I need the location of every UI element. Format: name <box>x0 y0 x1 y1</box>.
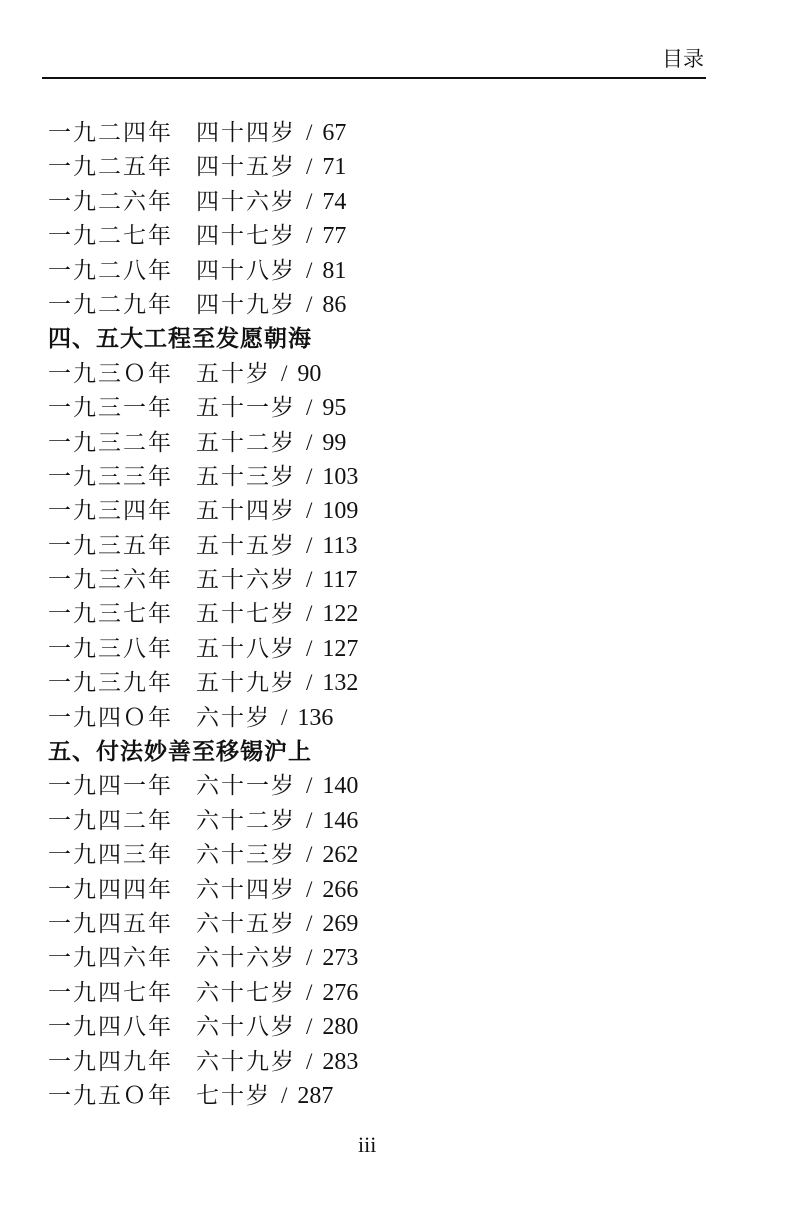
toc-entry <box>48 769 688 803</box>
entry-age: 六十九岁 <box>196 1048 296 1075</box>
entry-page-number: 276 <box>322 979 359 1006</box>
entry-page-number: 86 <box>322 291 347 318</box>
entry-age: 四十六岁 <box>196 188 296 215</box>
entry-separator: / <box>306 1014 313 1040</box>
entry-year: 一九二四年 <box>48 120 173 146</box>
entry-separator: / <box>281 1082 288 1108</box>
entry-age: 四十四岁 <box>196 120 296 146</box>
entry-year: 一九二七年 <box>48 223 173 250</box>
entry-page-number: 103 <box>322 463 359 490</box>
toc-entry <box>48 254 688 288</box>
entry-separator: / <box>306 395 313 421</box>
entry-page-number: 127 <box>322 635 359 662</box>
entry-page-number: 81 <box>322 257 347 284</box>
entry-page-number: 287 <box>297 1082 334 1109</box>
toc-entry <box>48 597 688 631</box>
entry-page-number: 90 <box>297 360 322 387</box>
toc-entry <box>48 391 688 425</box>
entry-age: 四十九岁 <box>196 291 296 318</box>
entry-age: 六十五岁 <box>196 910 296 937</box>
toc-entry <box>48 288 688 322</box>
entry-separator: / <box>281 360 288 386</box>
entry-separator: / <box>306 773 313 799</box>
toc-entry <box>48 185 688 219</box>
toc-entry <box>48 357 688 391</box>
toc-section-heading <box>48 322 688 356</box>
entry-separator: / <box>306 120 313 145</box>
entry-separator: / <box>306 876 313 902</box>
entry-separator: / <box>306 670 313 696</box>
entry-year: 一九二九年 <box>48 291 173 318</box>
entry-age: 五十二岁 <box>196 429 296 456</box>
toc-entry <box>48 1079 688 1113</box>
entry-year: 一九三九年 <box>48 670 173 697</box>
entry-separator: / <box>306 910 313 936</box>
entry-separator: / <box>306 567 313 593</box>
entry-year: 一九三七年 <box>48 601 173 628</box>
entry-year: 一九三一年 <box>48 395 173 422</box>
entry-age: 六十二岁 <box>196 807 296 834</box>
section-title: 四、五大工程至发愿朝海 <box>48 326 312 353</box>
entry-separator: / <box>306 945 313 971</box>
toc-entry <box>48 426 688 460</box>
entry-age: 六十岁 <box>196 704 271 731</box>
entry-page-number: 283 <box>322 1048 359 1075</box>
entry-year: 一九三五年 <box>48 532 173 559</box>
entry-year: 一九二六年 <box>48 188 173 215</box>
toc-entry <box>48 116 688 150</box>
entry-page-number: 262 <box>322 842 359 869</box>
toc-entry <box>48 701 688 735</box>
entry-separator: / <box>306 601 313 627</box>
toc-entry <box>48 804 688 838</box>
entry-age: 六十六岁 <box>196 945 296 972</box>
entry-year: 一九五Ｏ年 <box>48 1082 173 1109</box>
entry-separator: / <box>306 463 313 489</box>
entry-age: 四十五岁 <box>196 154 296 181</box>
entry-year: 一九二八年 <box>48 257 173 284</box>
entry-age: 五十四岁 <box>196 498 296 525</box>
entry-page-number: 71 <box>322 154 347 181</box>
toc-entry <box>48 219 688 253</box>
entry-separator: / <box>306 979 313 1005</box>
entry-separator: / <box>306 291 313 317</box>
entry-age: 六十三岁 <box>196 842 296 869</box>
entry-age: 五十五岁 <box>196 532 296 559</box>
entry-separator: / <box>306 635 313 661</box>
entry-separator: / <box>306 223 313 249</box>
entry-age: 六十七岁 <box>196 979 296 1006</box>
toc-entry <box>48 632 688 666</box>
toc-entry <box>48 1010 688 1044</box>
entry-year: 一九四八年 <box>48 1014 173 1041</box>
entry-separator: / <box>306 257 313 283</box>
entry-year: 一九四四年 <box>48 876 173 903</box>
entry-year: 一九三二年 <box>48 429 173 456</box>
entry-page-number: 146 <box>322 807 359 834</box>
entry-page-number: 280 <box>322 1014 359 1041</box>
entry-separator: / <box>306 429 313 455</box>
entry-year: 一九三Ｏ年 <box>48 360 173 387</box>
entry-separator: / <box>306 498 313 524</box>
entry-year: 一九四Ｏ年 <box>48 704 173 731</box>
entry-page-number: 117 <box>322 567 358 594</box>
toc-entry <box>48 873 688 907</box>
entry-year: 一九四六年 <box>48 945 173 972</box>
entry-separator: / <box>306 842 313 868</box>
folio-page-number: iii <box>358 1132 377 1157</box>
entry-page-number: 113 <box>322 532 358 559</box>
entry-separator: / <box>306 188 313 214</box>
entry-age: 六十四岁 <box>196 876 296 903</box>
entry-year: 一九四七年 <box>48 979 173 1006</box>
entry-year: 一九四九年 <box>48 1048 173 1075</box>
entry-page-number: 67 <box>322 120 347 146</box>
entry-separator: / <box>306 532 313 558</box>
entry-age: 五十七岁 <box>196 601 296 628</box>
entry-age: 五十六岁 <box>196 567 296 594</box>
entry-page-number: 77 <box>322 223 347 250</box>
entry-year: 一九三八年 <box>48 635 173 662</box>
entry-page-number: 273 <box>322 945 359 972</box>
toc-section-heading <box>48 735 688 769</box>
entry-age: 四十七岁 <box>196 223 296 250</box>
entry-year: 一九三三年 <box>48 463 173 490</box>
entry-year: 一九四五年 <box>48 910 173 937</box>
toc-entry <box>48 1045 688 1079</box>
header-title: 目录 <box>662 47 704 71</box>
entry-page-number: 269 <box>322 910 359 937</box>
toc-entry <box>48 907 688 941</box>
entry-age: 七十岁 <box>196 1082 271 1109</box>
toc-entry <box>48 976 688 1010</box>
entry-age: 四十八岁 <box>196 257 296 284</box>
entry-year: 一九三六年 <box>48 567 173 594</box>
entry-age: 五十一岁 <box>196 395 296 422</box>
entry-age: 五十八岁 <box>196 635 296 662</box>
entry-age: 六十八岁 <box>196 1014 296 1041</box>
entry-page-number: 136 <box>297 704 334 731</box>
entry-year: 一九二五年 <box>48 154 173 181</box>
toc-entry <box>48 150 688 184</box>
entry-year: 一九四一年 <box>48 773 173 800</box>
entry-age: 五十岁 <box>196 360 271 387</box>
toc-entry <box>48 838 688 872</box>
entry-separator: / <box>306 154 313 180</box>
entry-year: 一九四三年 <box>48 842 173 869</box>
toc-entry <box>48 563 688 597</box>
table-of-contents <box>48 116 688 1113</box>
entry-page-number: 95 <box>322 395 347 422</box>
toc-entry <box>48 941 688 975</box>
entry-year: 一九四二年 <box>48 807 173 834</box>
entry-page-number: 266 <box>322 876 359 903</box>
entry-age: 六十一岁 <box>196 773 296 800</box>
entry-separator: / <box>306 1048 313 1074</box>
entry-age: 五十三岁 <box>196 463 296 490</box>
toc-entry <box>48 460 688 494</box>
entry-page-number: 132 <box>322 670 359 697</box>
entry-age: 五十九岁 <box>196 670 296 697</box>
toc-entry <box>48 494 688 528</box>
entry-separator: / <box>281 704 288 730</box>
entry-page-number: 122 <box>322 601 359 628</box>
header-rule <box>42 77 706 79</box>
section-title: 五、付法妙善至移锡沪上 <box>48 739 312 766</box>
entry-page-number: 140 <box>322 773 359 800</box>
entry-separator: / <box>306 807 313 833</box>
entry-page-number: 74 <box>322 188 347 215</box>
toc-entry <box>48 666 688 700</box>
entry-year: 一九三四年 <box>48 498 173 525</box>
toc-entry <box>48 529 688 563</box>
entry-page-number: 99 <box>322 429 347 456</box>
entry-page-number: 109 <box>322 498 359 525</box>
